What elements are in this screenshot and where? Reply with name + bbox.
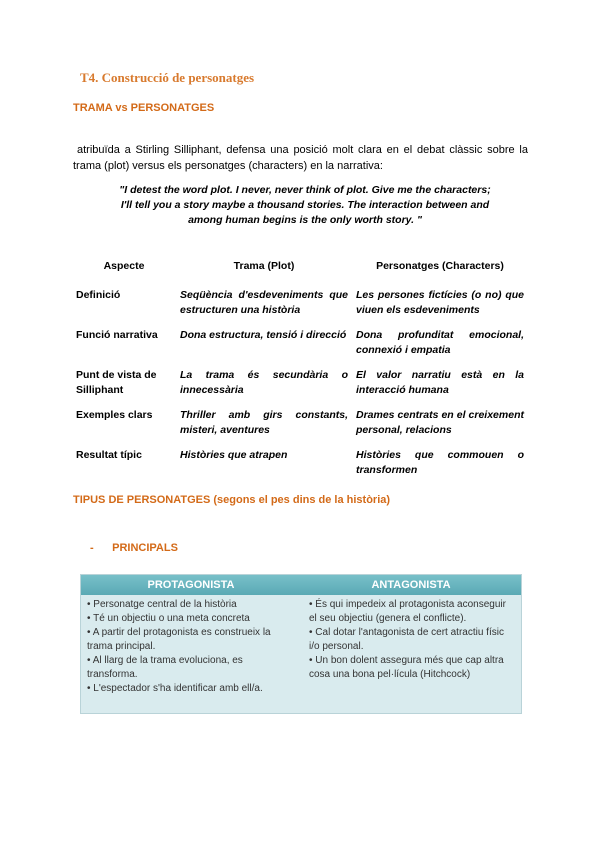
row-aspect: Exemples clars xyxy=(76,409,153,421)
header-aspecte: Aspecte xyxy=(103,260,145,272)
quote-line: among human begins is the only worth story. " xyxy=(188,214,422,226)
row-characters: El valor narratiu està en la interacció humana xyxy=(356,369,524,396)
table-header-row xyxy=(72,260,528,288)
section-title: T4. Construcció de personatges xyxy=(80,70,255,85)
antagonist-list xyxy=(309,598,513,682)
intro-paragraph: atribuïda a Stirling Silliphant, defensa una posició molt clara en el debat clàssic sobre la trama (plot) versus els personatges (characters) en la narrativa: xyxy=(73,144,528,172)
row-characters: Drames centrats en el creixement personal, relacions xyxy=(356,409,524,436)
row-characters: Les persones fictícies (o no) que viuen els esdeveniments xyxy=(356,289,524,316)
row-aspect: Definició xyxy=(76,289,121,301)
row-plot: La trama és secundària o innecessària xyxy=(180,369,348,396)
principals-label: PRINCIPALS xyxy=(112,542,178,554)
list-item: • A partir del protagonista es construeix la trama principal. xyxy=(87,627,271,652)
table-row xyxy=(72,448,528,488)
row-plot: Dona estructura, tensió i direcció xyxy=(180,329,347,341)
list-item: • Al llarg de la trama evoluciona, es transforma. xyxy=(87,655,243,680)
table-row xyxy=(72,288,528,328)
row-plot: Històries que atrapen xyxy=(180,449,288,461)
row-plot: Seqüència d'esdeveniments que estructuren una història xyxy=(180,289,348,316)
list-item: • Cal dotar l'antagonista de cert atractiu físic i/o personal. xyxy=(309,627,504,652)
principals-item xyxy=(90,538,178,556)
list-item: • Té un objectiu o una meta concreta xyxy=(87,613,250,624)
subtitle: TRAMA vs PERSONATGES xyxy=(73,102,215,114)
list-item: • Personatge central de la història xyxy=(87,599,237,610)
row-aspect: Punt de vista de Silliphant xyxy=(76,369,157,396)
quote-line: I'll tell you a story maybe a thousand stories. The interaction between and xyxy=(120,199,490,211)
row-characters: Dona profunditat emocional, connexió i empatia xyxy=(356,329,524,356)
row-aspect: Resultat típic xyxy=(76,449,142,461)
row-characters: Històries que commouen o transformen xyxy=(356,449,524,476)
dash-bullet: - xyxy=(90,542,94,554)
protagonist-list xyxy=(87,598,291,696)
list-item: • L'espectador s'ha identificar amb ell/a. xyxy=(87,683,263,694)
antagonist-title: ANTAGONISTA xyxy=(371,579,451,591)
list-item: • És qui impedeix al protagonista aconseguir el seu objectiu (genera el conflicte). xyxy=(309,599,506,624)
header-trama: Trama (Plot) xyxy=(233,260,295,272)
row-plot: Thriller amb girs constants, misteri, aventures xyxy=(180,409,348,436)
protagonist-antagonist-box xyxy=(80,574,522,714)
row-aspect: Funció narrativa xyxy=(76,329,158,341)
table-row xyxy=(72,368,528,408)
protagonist-title: PROTAGONISTA xyxy=(147,579,235,591)
quote xyxy=(95,183,515,228)
table-row xyxy=(72,408,528,448)
box-header xyxy=(81,575,521,595)
list-item: • Un bon dolent assegura més que cap altra cosa una bona pel·lícula (Hitchcock) xyxy=(309,655,504,680)
comparison-table xyxy=(72,260,528,488)
table-row xyxy=(72,328,528,368)
types-heading: TIPUS DE PERSONATGES (segons el pes dins de la història) xyxy=(73,494,391,506)
header-personatges: Personatges (Characters) xyxy=(376,260,504,272)
quote-line: "I detest the word plot. I never, never think of plot. Give me the characters; xyxy=(119,184,491,196)
